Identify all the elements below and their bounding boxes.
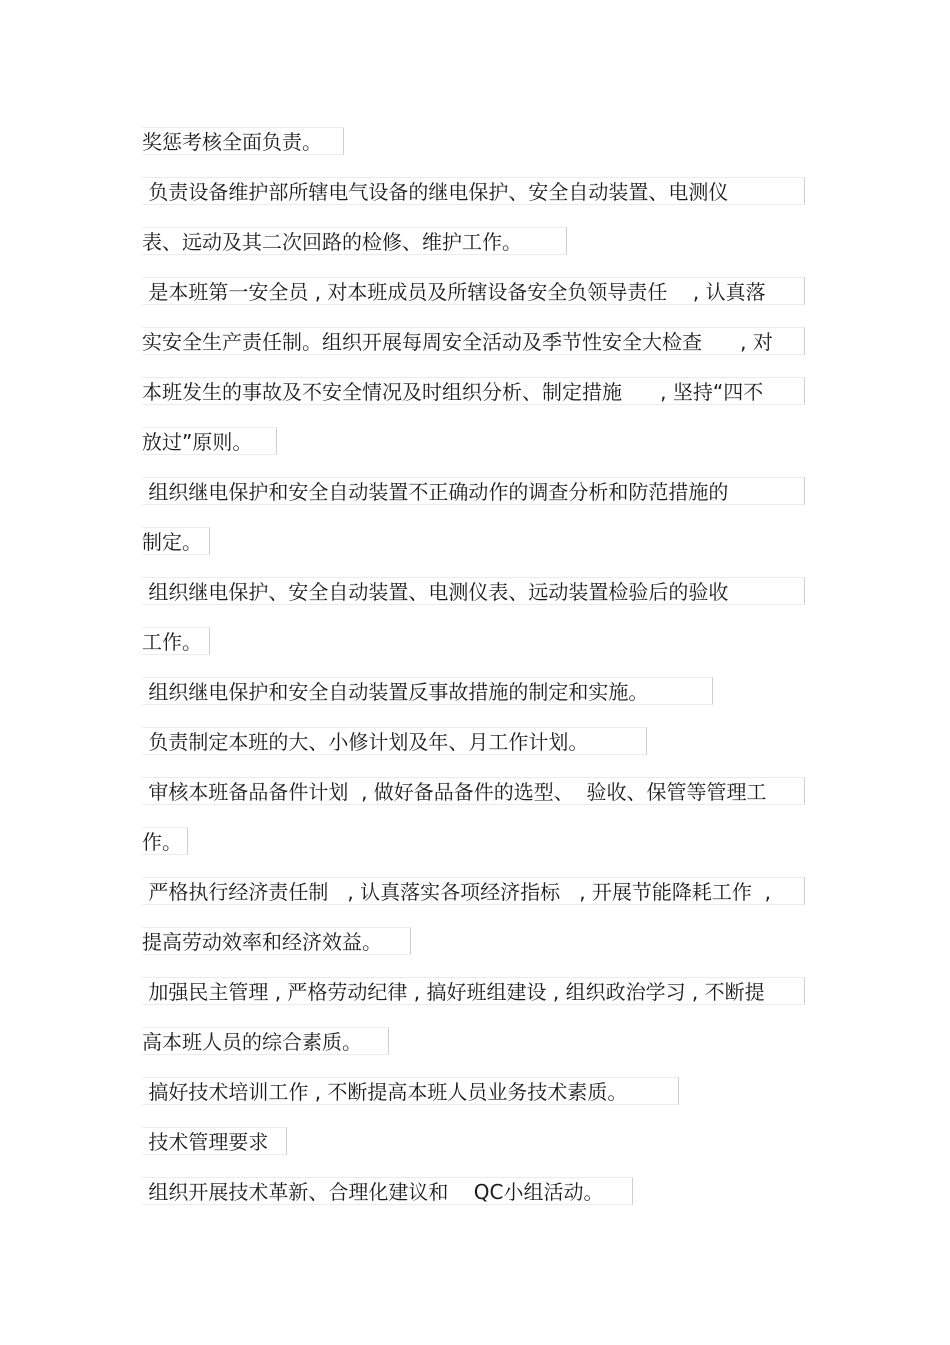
- text-line-4: 是本班第一安全员 , 对本班成员及所辖设备安全负领导责任 , 认真落: [142, 277, 805, 305]
- text-line-3: 表、远动及其二次回路的检修、维护工作。: [142, 227, 567, 255]
- text-line-13: 负责制定本班的大、小修计划及年、月工作计划。: [142, 727, 647, 755]
- text-line-12: 组织继电保护和安全自动装置反事故措施的制定和实施。: [142, 677, 713, 705]
- text-line-9: 制定。: [142, 527, 210, 555]
- text-line-20: 搞好技术培训工作 , 不断提高本班人员业务技术素质。: [142, 1077, 679, 1105]
- text-line-19: 高本班人员的综合素质。: [142, 1027, 389, 1055]
- text-line-6: 本班发生的事故及不安全情况及时组织分析、制定措施 , 坚持“四不: [142, 377, 805, 405]
- text-line-7: 放过”原则。: [142, 427, 277, 455]
- text-line-15: 作。: [142, 827, 188, 855]
- text-line-17: 提高劳动效率和经济效益。: [142, 927, 411, 955]
- text-line-5: 实安全生产责任制。组织开展每周安全活动及季节性安全大检查 , 对: [142, 327, 805, 355]
- text-line-8: 组织继电保护和安全自动装置不正确动作的调查分析和防范措施的: [142, 477, 805, 505]
- text-line-10: 组织继电保护、安全自动装置、电测仪表、远动装置检验后的验收: [142, 577, 805, 605]
- text-line-11: 工作。: [142, 627, 210, 655]
- text-line-2: 负责设备维护部所辖电气设备的继电保护、安全自动装置、电测仪: [142, 177, 805, 205]
- text-line-18: 加强民主管理 , 严格劳动纪律 , 搞好班组建设 , 组织政治学习 , 不断提: [142, 977, 805, 1005]
- text-line-14: 审核本班备品备件计划 , 做好备品备件的选型、 验收、保管等管理工: [142, 777, 805, 805]
- text-line-1: 奖惩考核全面负责。: [142, 127, 344, 155]
- text-line-16: 严格执行经济责任制 , 认真落实各项经济指标 , 开展节能降耗工作 ,: [142, 877, 805, 905]
- text-line-21: 技术管理要求: [142, 1127, 287, 1155]
- text-line-22: 组织开展技术革新、合理化建议和 QC小组活动。: [142, 1177, 633, 1205]
